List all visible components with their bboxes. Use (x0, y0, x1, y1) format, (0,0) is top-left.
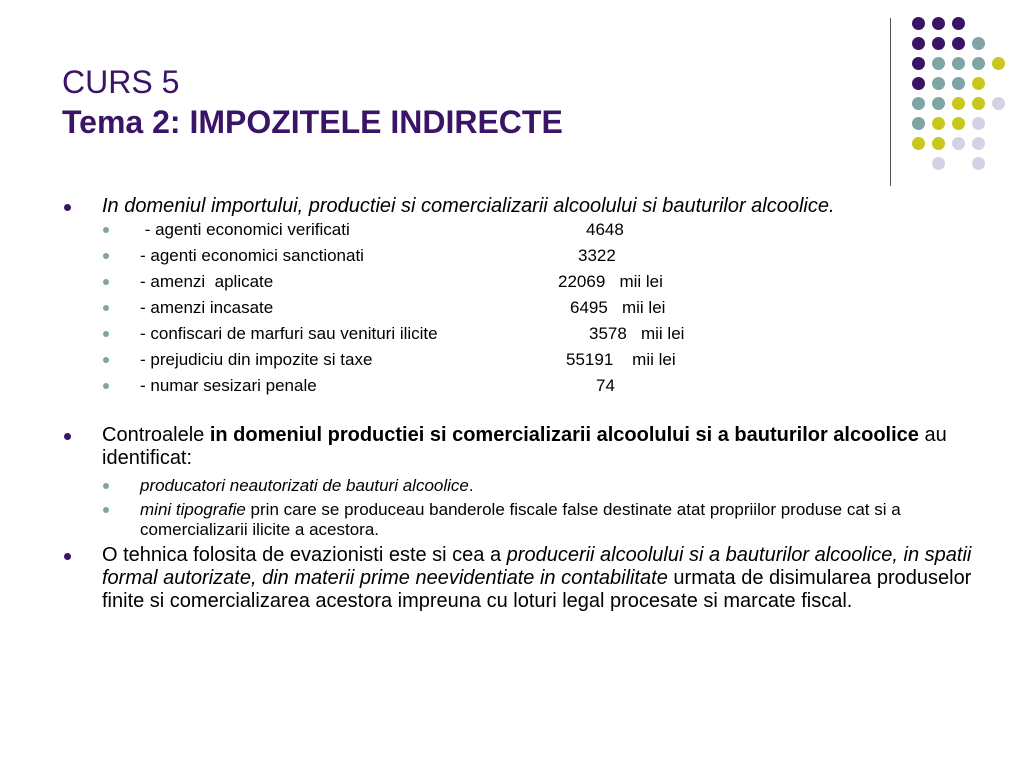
sub-bullet-dot-icon (103, 279, 109, 285)
decorative-dot (972, 57, 985, 70)
bullet-prefix: O tehnica folosita de evazionisti este si cea a (102, 544, 507, 566)
bullet-import-production (62, 195, 972, 218)
bullet-dot-icon (64, 204, 71, 211)
decorative-dot (952, 137, 965, 150)
decorative-dot (932, 57, 945, 70)
decorative-dot (932, 97, 945, 110)
title-line-2: Tema 2: IMPOZITELE INDIRECTE (62, 104, 563, 140)
decorative-dot (952, 117, 965, 130)
slide-title (62, 62, 563, 142)
sub-bullet-rest: prin care se produceau banderole fiscale false destinate atat propriilor produse cat si a comercializarii ilicite a acestora. (140, 500, 901, 539)
stat-label: - prejudiciu din impozite si taxe (140, 350, 373, 369)
decorative-dot (912, 17, 925, 30)
stat-label: - confiscari de marfuri sau venituri ilicite (140, 324, 438, 343)
bullet-dot-icon (64, 553, 71, 560)
sub-bullet-dot-icon (103, 507, 109, 513)
bullet-bold-text: in domeniul productiei si comercializarii alcoolului si a bauturilor alcoolice (209, 424, 919, 446)
stat-value: 22069 mii lei (558, 272, 663, 291)
sub-bullet-producers (62, 476, 972, 496)
stat-value: 6495 mii lei (570, 298, 666, 317)
bullet-prefix: Controalele (102, 424, 210, 446)
decorative-dot (992, 57, 1005, 70)
stat-row (62, 324, 972, 350)
decorative-vertical-line (890, 18, 891, 186)
stat-row (62, 376, 972, 402)
decorative-dot (912, 57, 925, 70)
decorative-dot (972, 157, 985, 170)
sub-bullet-italic: producatori neautorizati de bauturi alcoolice (140, 476, 469, 495)
decorative-dot (952, 97, 965, 110)
decorative-dot (952, 77, 965, 90)
sub-bullet-dot-icon (103, 305, 109, 311)
decorative-dot (912, 97, 925, 110)
decorative-dot (912, 117, 925, 130)
decorative-dot (952, 17, 965, 30)
stat-label: - amenzi aplicate (140, 272, 274, 291)
decorative-dot (932, 137, 945, 150)
sub-bullet-dot-icon (103, 483, 109, 489)
statistics-list (62, 220, 972, 402)
sub-bullet-dot-icon (103, 383, 109, 389)
bullet-evasion-technique (62, 544, 972, 613)
bullet-suffix: au identificat: (102, 424, 947, 469)
stat-row (62, 246, 972, 272)
decorative-dot (972, 117, 985, 130)
decorative-dot (972, 37, 985, 50)
decorative-dot (932, 17, 945, 30)
title-line-1: CURS 5 (62, 64, 180, 100)
sub-bullet-print-shop (62, 500, 972, 540)
bullet-controls (62, 424, 972, 470)
stat-row (62, 220, 972, 246)
decorative-dot (932, 37, 945, 50)
sub-bullet-dot-icon (103, 357, 109, 363)
decorative-dot (932, 117, 945, 130)
decorative-dot (912, 37, 925, 50)
bullet-text: In domeniul importului, productiei si comercializarii alcoolului si bauturilor alcoolice. (102, 195, 835, 217)
decorative-dot (992, 97, 1005, 110)
sub-bullet-dot-icon (103, 253, 109, 259)
decorative-dot (972, 97, 985, 110)
stat-label: - amenzi incasate (140, 298, 274, 317)
decorative-dot (932, 77, 945, 90)
decorative-dot (912, 137, 925, 150)
decorative-dot (952, 37, 965, 50)
stat-value: 4648 (586, 220, 624, 239)
sub-bullet-rest: . (468, 476, 474, 495)
sub-bullet-italic: mini tipografie (140, 500, 246, 519)
decorative-dot (952, 57, 965, 70)
bullet-dot-icon (64, 433, 71, 440)
stat-value: 55191 mii lei (566, 350, 676, 369)
bullet-suffix: urmata de disimularea produselor finite si comercializarea acestora impreuna cu loturi legal procesate si marcate fiscal. (102, 567, 972, 612)
decorative-dot (912, 77, 925, 90)
stat-label: - agenti economici verificati (140, 220, 350, 239)
decorative-dot (932, 157, 945, 170)
slide-content (62, 195, 972, 613)
stat-row (62, 350, 972, 376)
stat-row (62, 272, 972, 298)
stat-label: - agenti economici sanctionati (140, 246, 364, 265)
bullet-italic-text: producerii alcoolului si a bauturilor alcoolice, in spatii formal autorizate, din materii prime neevidentiate in contabilitate (102, 544, 972, 589)
decorative-dot (972, 137, 985, 150)
sub-bullet-dot-icon (103, 331, 109, 337)
decorative-dot (972, 77, 985, 90)
stat-value: 74 (596, 376, 615, 395)
stat-value: 3578 mii lei (589, 324, 685, 343)
stat-label: - numar sesizari penale (140, 376, 317, 395)
stat-row (62, 298, 972, 324)
sub-bullet-dot-icon (103, 227, 109, 233)
stat-value: 3322 (578, 246, 616, 265)
